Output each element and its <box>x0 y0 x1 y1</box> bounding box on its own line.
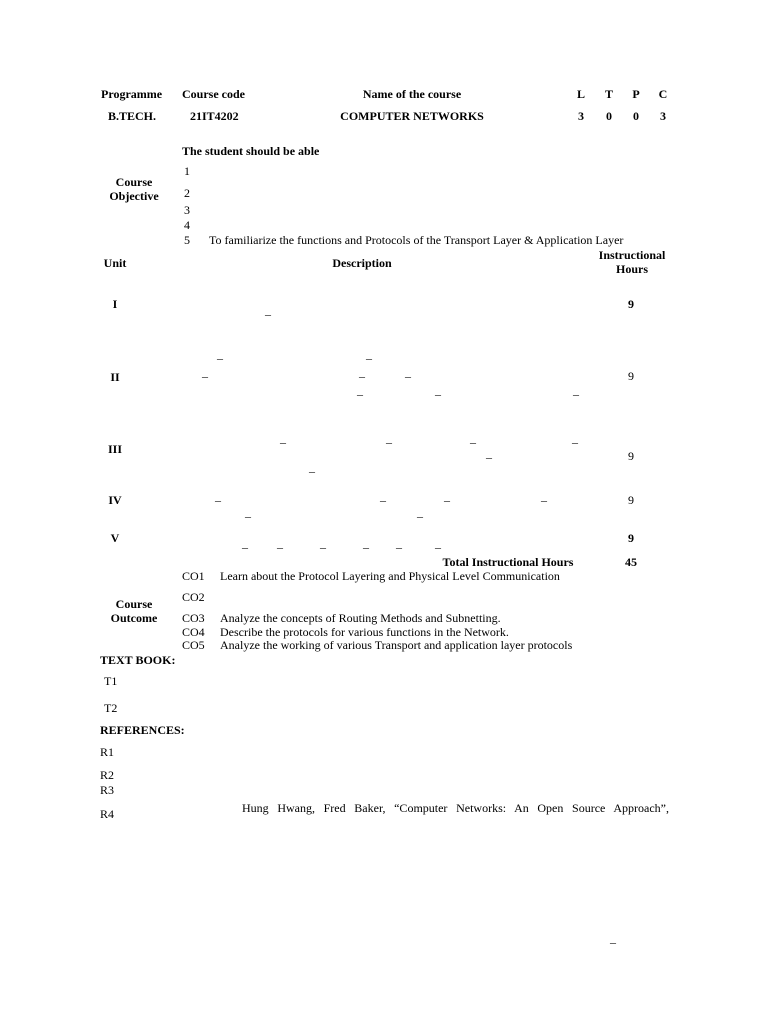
unit-hours: 9 <box>628 369 634 383</box>
reference-code: R3 <box>100 783 115 797</box>
unit-header: Unit <box>103 256 127 270</box>
dash-glyph: – <box>217 351 223 365</box>
objective-num-5: 5 <box>184 233 190 247</box>
unit-number: III <box>107 442 123 456</box>
course-outcome-label-2: Outcome <box>110 611 158 625</box>
course-objective-label-1: Course <box>115 175 153 189</box>
t-value: 0 <box>606 109 612 123</box>
course-outcome-label-1: Course <box>115 597 153 611</box>
unit-hours: 9 <box>628 449 634 463</box>
text-book-code: T1 <box>104 674 118 688</box>
hours-header-2: Hours <box>615 262 649 276</box>
objective-num-1: 1 <box>184 164 190 178</box>
total-hours-value: 45 <box>625 555 637 569</box>
dash-glyph: – <box>359 369 365 383</box>
reference-code: R4 <box>100 807 115 821</box>
dash-glyph: – <box>396 540 402 554</box>
dash-glyph: – <box>277 540 283 554</box>
reference-text: Hung Hwang, Fred Baker, “Computer Networks: An Open Source Approach”, <box>242 801 669 815</box>
dash-glyph: – <box>541 493 547 507</box>
dash-glyph: – <box>215 493 221 507</box>
objective-num-4: 4 <box>184 218 190 232</box>
dash-glyph: – <box>363 540 369 554</box>
unit-number: V <box>110 531 120 545</box>
unit-hours: 9 <box>628 297 634 311</box>
c-value: 3 <box>660 109 666 123</box>
p-header: P <box>632 87 640 101</box>
unit-hours: 9 <box>628 493 634 507</box>
text-book-code: T2 <box>104 701 118 715</box>
objective-num-3: 3 <box>184 203 190 217</box>
unit-number: II <box>110 370 120 384</box>
dash-glyph: – <box>470 435 476 449</box>
objective-intro: The student should be able <box>182 144 320 158</box>
outcome-code: CO4 <box>182 625 205 639</box>
dash-glyph: – <box>405 369 411 383</box>
dash-glyph: – <box>417 509 423 523</box>
dash-glyph: – <box>573 387 579 401</box>
objective-num-2: 2 <box>184 186 190 200</box>
dash-glyph: – <box>245 509 251 523</box>
programme-value: B.TECH. <box>108 109 157 123</box>
dash-glyph: – <box>435 540 441 554</box>
hours-header-1: Instructional <box>598 248 666 262</box>
outcome-text: Learn about the Protocol Layering and Physical Level Communication <box>220 569 560 583</box>
objective-text-5: To familiarize the functions and Protocols of the Transport Layer & Application Layer <box>209 233 624 247</box>
unit-number: IV <box>108 493 122 507</box>
dash-glyph: – <box>280 435 286 449</box>
l-header: L <box>576 87 586 101</box>
outcome-text: Describe the protocols for various functions in the Network. <box>220 625 509 639</box>
p-value: 0 <box>633 109 639 123</box>
reference-code: R2 <box>100 768 115 782</box>
dash-glyph: – <box>309 464 315 478</box>
unit-hours: 9 <box>628 531 634 545</box>
course-code-header: Course code <box>182 87 245 101</box>
dash-glyph: – <box>380 493 386 507</box>
dash-glyph: – <box>242 540 248 554</box>
dash-glyph: – <box>386 435 392 449</box>
outcome-code: CO3 <box>182 611 205 625</box>
dash-glyph: – <box>435 387 441 401</box>
reference-code: R1 <box>100 745 115 759</box>
course-name-header: Name of the course <box>362 87 462 101</box>
dash-glyph: – <box>202 369 208 383</box>
outcome-code: CO2 <box>182 590 205 604</box>
references-heading: REFERENCES: <box>100 723 185 737</box>
description-header: Description <box>332 256 392 270</box>
course-objective-label-2: Objective <box>109 189 159 203</box>
outcome-text: Analyze the working of various Transport and application layer protocols <box>220 638 573 652</box>
outcome-text: Analyze the concepts of Routing Methods and Subnetting. <box>220 611 501 625</box>
l-value: 3 <box>578 109 584 123</box>
c-header: C <box>658 87 668 101</box>
course-code-value: 21IT4202 <box>190 109 239 123</box>
dash-glyph: – <box>320 540 326 554</box>
t-header: T <box>604 87 614 101</box>
outcome-code: CO5 <box>182 638 205 652</box>
dash-glyph: – <box>572 435 578 449</box>
total-hours-label: Total Instructional Hours <box>442 555 574 569</box>
dash-glyph: – <box>366 351 372 365</box>
unit-number: I <box>112 297 118 311</box>
text-book-heading: TEXT BOOK: <box>100 653 176 667</box>
programme-header: Programme <box>101 87 163 101</box>
outcome-code: CO1 <box>182 569 205 583</box>
dash-glyph: – <box>357 387 363 401</box>
dash-glyph: – <box>444 493 450 507</box>
dash-glyph: – <box>265 307 271 321</box>
dash-glyph: – <box>486 450 492 464</box>
dash-glyph: – <box>610 935 616 949</box>
course-name-value: COMPUTER NETWORKS <box>340 109 484 123</box>
